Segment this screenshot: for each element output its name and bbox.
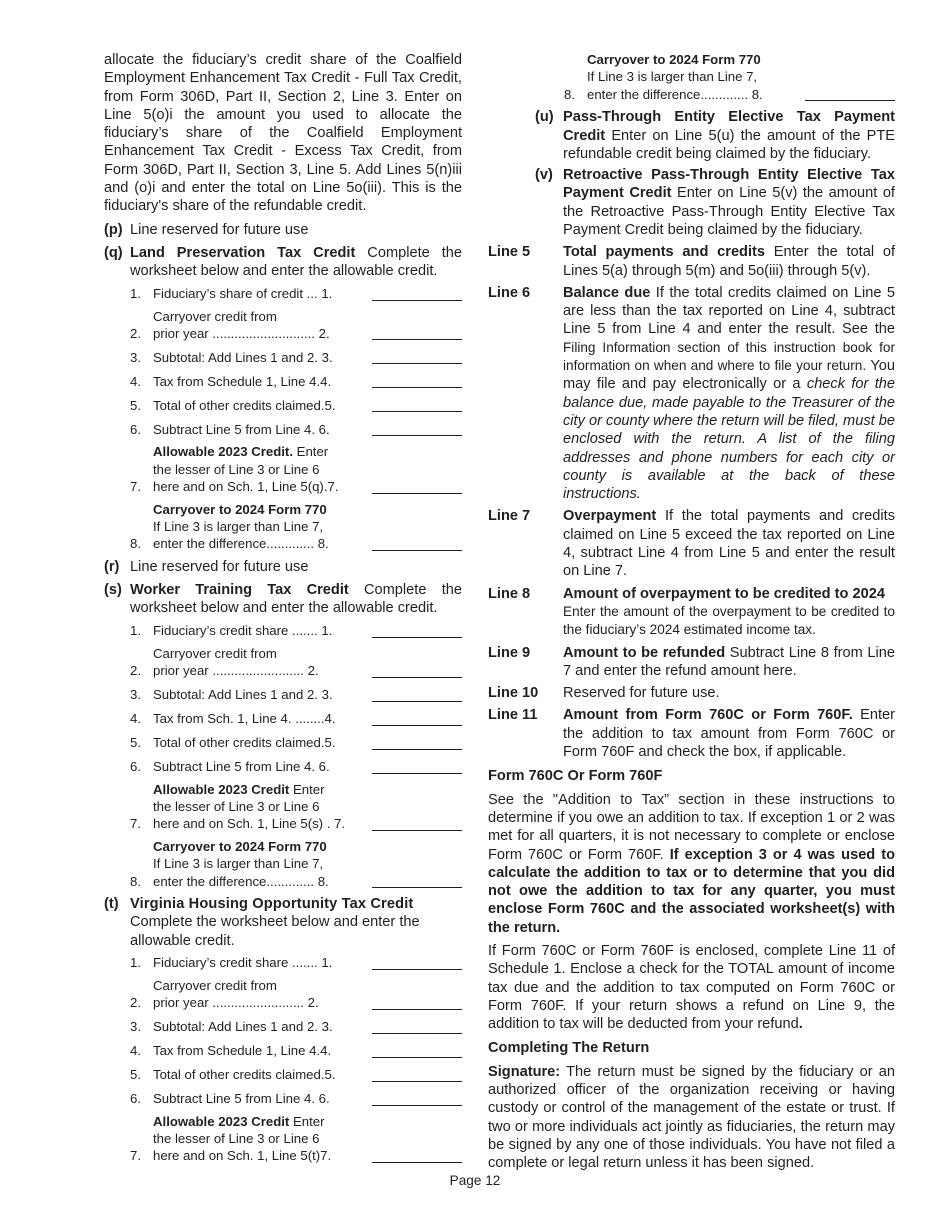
item-p-text: Line reserved for future use	[130, 221, 309, 238]
entry-blank	[372, 733, 462, 750]
worksheet-row: 5. Total of other credits claimed.5.	[130, 395, 462, 414]
entry-blank	[372, 323, 462, 340]
item-t-letter: (t)	[104, 895, 119, 912]
form760-paragraph-2: If Form 760C or Form 760F is enclosed, complete Line 11 of Schedule 1. Enclose a check for the TOTAL amount of income tax due and the addition to tax computed on Form 760C or Form 760F. If your return shows a refund on Line 9, the addition to tax will be deducted from your refund.	[488, 942, 895, 1033]
entry-blank	[372, 1146, 462, 1163]
line-10: Line 10 Reserved for future use.	[488, 685, 720, 702]
item-s-text: Complete the worksheet below and enter the allowable credit.	[130, 582, 462, 617]
item-v-letter: (v)	[535, 167, 553, 184]
item-v	[535, 166, 895, 239]
item-s-title: Worker Training Tax Credit	[130, 582, 349, 599]
entry-blank	[372, 814, 462, 831]
entry-blank	[372, 1017, 462, 1034]
worksheet-row: 4. Tax from Schedule 1, Line 4.4.	[130, 1041, 462, 1060]
entry-blank	[372, 534, 462, 551]
entry-blank	[372, 371, 462, 388]
item-u-text: Enter on Line 5(u) the amount of the PTE refundable credit being claimed by the fiduciary.	[563, 127, 895, 162]
entry-blank	[805, 84, 895, 101]
line-5-label: Line 5	[488, 244, 531, 261]
worksheet-row: 7. Allowable 2023 Credit Enter the lesser of Line 3 or Line 6 here and on Sch. 1, Line 5(s) . 7.	[130, 781, 462, 833]
worksheet-row: 4. Tax from Schedule 1, Line 4.4.	[130, 371, 462, 390]
intro-paragraph: allocate the fiduciary’s credit share of the Coalfield Employment Enhancement Tax Credit - Full Tax Credit, from Form 306D, Part II, Section 2, Line 3. Enter on Line 5(o)i the amount you used to allocate the fiduciary’s share of the Coalfield Employment Enhancement Tax Credit - Excess Tax Credit, from Form 306D, Part II, Section 3, Line 5. Add Lines 5(n)iii and (o)i and enter the total on Line 5o(iii). This is the fiduciary's share of the refundable credit.	[104, 52, 462, 215]
entry-blank	[372, 621, 462, 638]
form760-paragraph-1: See the "Addition to Tax” section in these instructions to determine if you owe an addition to tax. If exception 1 or 2 was met for all quarters, it is not necessary to complete or enclose Form 760C or Form 760F. If exception 3 or 4 was used to calculate the addition to tax or to determine that you did not owe the addition to tax for any quarter, you must enclose Form 760C and the associated worksheet(s) with the return.	[488, 791, 895, 936]
entry-blank	[372, 953, 462, 970]
line-9-label: Line 9	[488, 644, 531, 661]
item-q-letter: (q)	[104, 244, 123, 261]
item-u-title: Pass-Through Entity Elective Tax Payment Credit	[563, 109, 895, 144]
left-column	[104, 51, 462, 1170]
worksheet-row: 2. Carryover credit from prior year ............................ 2.	[130, 308, 462, 343]
item-p-letter: (p)	[104, 221, 123, 238]
worksheet-row: 1. Fiduciary’s share of credit ... 1.	[130, 284, 462, 303]
entry-blank	[372, 284, 462, 301]
item-q-title: Land Preservation Tax Credit	[130, 244, 356, 261]
worksheet-row: 3. Subtotal: Add Lines 1 and 2. 3.	[130, 347, 462, 366]
worksheet-row: 7. Allowable 2023 Credit Enter the lesser of Line 3 or Line 6 here and on Sch. 1, Line 5(t)7.	[130, 1113, 462, 1165]
item-t	[104, 895, 462, 950]
line-10-label: Line 10	[488, 685, 539, 702]
line-6: Line 6 Balance due If the total credits claimed on Line 5 are less than the tax reported on Line 4, subtract Line 5 from Line 4 and enter the result. See the Filing Information section of this instruction book for information on when and where to file your return. You may file and pay electronically or a check for the balance due, made payable to the Treasurer of the city or county where the return will be filed, must be enclosed with the return. A list of the filing addresses and phone numbers for each city or county is available at the back of these instructions.	[488, 284, 895, 503]
item-t-title: Virginia Housing Opportunity Tax Credit	[130, 895, 414, 912]
signature-paragraph: Signature: The return must be signed by the fiduciary or an authorized officer of the organization receiving or having custody or control of the management of the estate or trust. If two or more individuals act jointly as fiduciaries, the return may be signed by any one of those individuals. You have not filed a complete or legal return unless it has been signed.	[488, 1063, 895, 1172]
entry-blank	[372, 661, 462, 678]
form760-heading: Form 760C Or Form 760F	[488, 768, 663, 785]
line-9: Line 9 Amount to be refunded Subtract Line 8 from Line 7 and enter the refund amount here.	[488, 644, 895, 679]
item-s	[104, 581, 462, 618]
item-r	[104, 558, 462, 576]
line-7: Line 7 Overpayment If the total payments and credits claimed on Line 5 exceed the tax reported on Line 4, subtract Line 4 from Line 5 and enter the result on Line 7.	[488, 508, 895, 580]
item-v-text: Enter on Line 5(v) the amount of the Retroactive Pass-Through Entity Elective Tax Payment Credit being claimed by the fiduciary.	[563, 185, 895, 238]
worksheet-row: 5. Total of other credits claimed.5.	[130, 733, 462, 752]
worksheet-t	[130, 953, 462, 1165]
entry-blank	[372, 685, 462, 702]
entry-blank	[372, 1065, 462, 1082]
line-5: Line 5 Total payments and credits Enter the total of Lines 5(a) through 5(m) and 5o(iii) through 5(v).	[488, 244, 895, 279]
worksheet-q	[130, 284, 462, 553]
worksheet-row: 7. Allowable 2023 Credit. Enter the lesser of Line 3 or Line 6 here and on Sch. 1, Line 5(q).7.	[130, 443, 462, 495]
item-t-text: Complete the worksheet below and enter the allowable credit.	[130, 914, 420, 949]
line-11-label: Line 11	[488, 707, 538, 724]
item-r-text: Line reserved for future use	[130, 558, 309, 575]
worksheet-row: 8. Carryover to 2024 Form 770 If Line 3 is larger than Line 7, enter the difference............. 8.	[564, 51, 895, 103]
line-6-label: Line 6	[488, 284, 531, 301]
worksheet-row: 6. Subtract Line 5 from Line 4. 6.	[130, 1089, 462, 1108]
worksheet-row: 5. Total of other credits claimed.5.	[130, 1065, 462, 1084]
worksheet-row: 8. Carryover to 2024 Form 770 If Line 3 is larger than Line 7, enter the difference............. 8.	[130, 838, 462, 890]
worksheet-row: 1. Fiduciary’s credit share ....... 1.	[130, 621, 462, 640]
worksheet-row: 8. Carryover to 2024 Form 770 If Line 3 is larger than Line 7, enter the difference............. 8.	[130, 501, 462, 553]
right-column	[488, 51, 895, 1173]
line-11: Line 11 Amount from Form 760C or Form 760F. Enter the addition to tax amount from Form 760C or Form 760F and check the box, if applicable.	[488, 707, 896, 761]
entry-blank	[372, 709, 462, 726]
worksheet-row: 2. Carryover credit from prior year ......................... 2.	[130, 645, 462, 680]
worksheet-t-continued	[564, 51, 895, 103]
item-p	[104, 221, 462, 239]
entry-blank	[372, 757, 462, 774]
line-8: Line 8 Amount of overpayment to be credited to 2024 Enter the amount of the overpayment to be credited to the fiduciary’s 2024 estimated income tax.	[488, 585, 895, 640]
entry-blank	[372, 395, 462, 412]
entry-blank	[372, 1089, 462, 1106]
worksheet-row: 4. Tax from Sch. 1, Line 4. ........4.	[130, 709, 462, 728]
worksheet-row: 2. Carryover credit from prior year ......................... 2.	[130, 977, 462, 1012]
line-8-label: Line 8	[488, 585, 531, 602]
worksheet-row: 6. Subtract Line 5 from Line 4. 6.	[130, 757, 462, 776]
item-q-text: Complete the worksheet below and enter the allowable credit.	[130, 244, 462, 280]
item-v-title: Retroactive Pass-Through Entity Elective Tax Payment Credit	[563, 167, 895, 202]
item-q	[104, 244, 462, 281]
item-u	[535, 108, 895, 163]
worksheet-row: 6. Subtract Line 5 from Line 4. 6.	[130, 419, 462, 438]
worksheet-s	[130, 621, 462, 890]
line-7-label: Line 7	[488, 508, 531, 525]
item-r-letter: (r)	[104, 558, 120, 575]
worksheet-row: 3. Subtotal: Add Lines 1 and 2. 3.	[130, 1017, 462, 1036]
completing-heading: Completing The Return	[488, 1040, 650, 1057]
entry-blank	[372, 993, 462, 1010]
entry-blank	[372, 347, 462, 364]
page-number: Page 12	[449, 1173, 501, 1188]
entry-blank	[372, 419, 462, 436]
worksheet-row: 1. Fiduciary’s credit share ....... 1.	[130, 953, 462, 972]
entry-blank	[372, 871, 462, 888]
item-u-letter: (u)	[535, 109, 554, 126]
item-s-letter: (s)	[104, 582, 122, 599]
entry-blank	[372, 477, 462, 494]
worksheet-row: 3. Subtotal: Add Lines 1 and 2. 3.	[130, 685, 462, 704]
entry-blank	[372, 1041, 462, 1058]
